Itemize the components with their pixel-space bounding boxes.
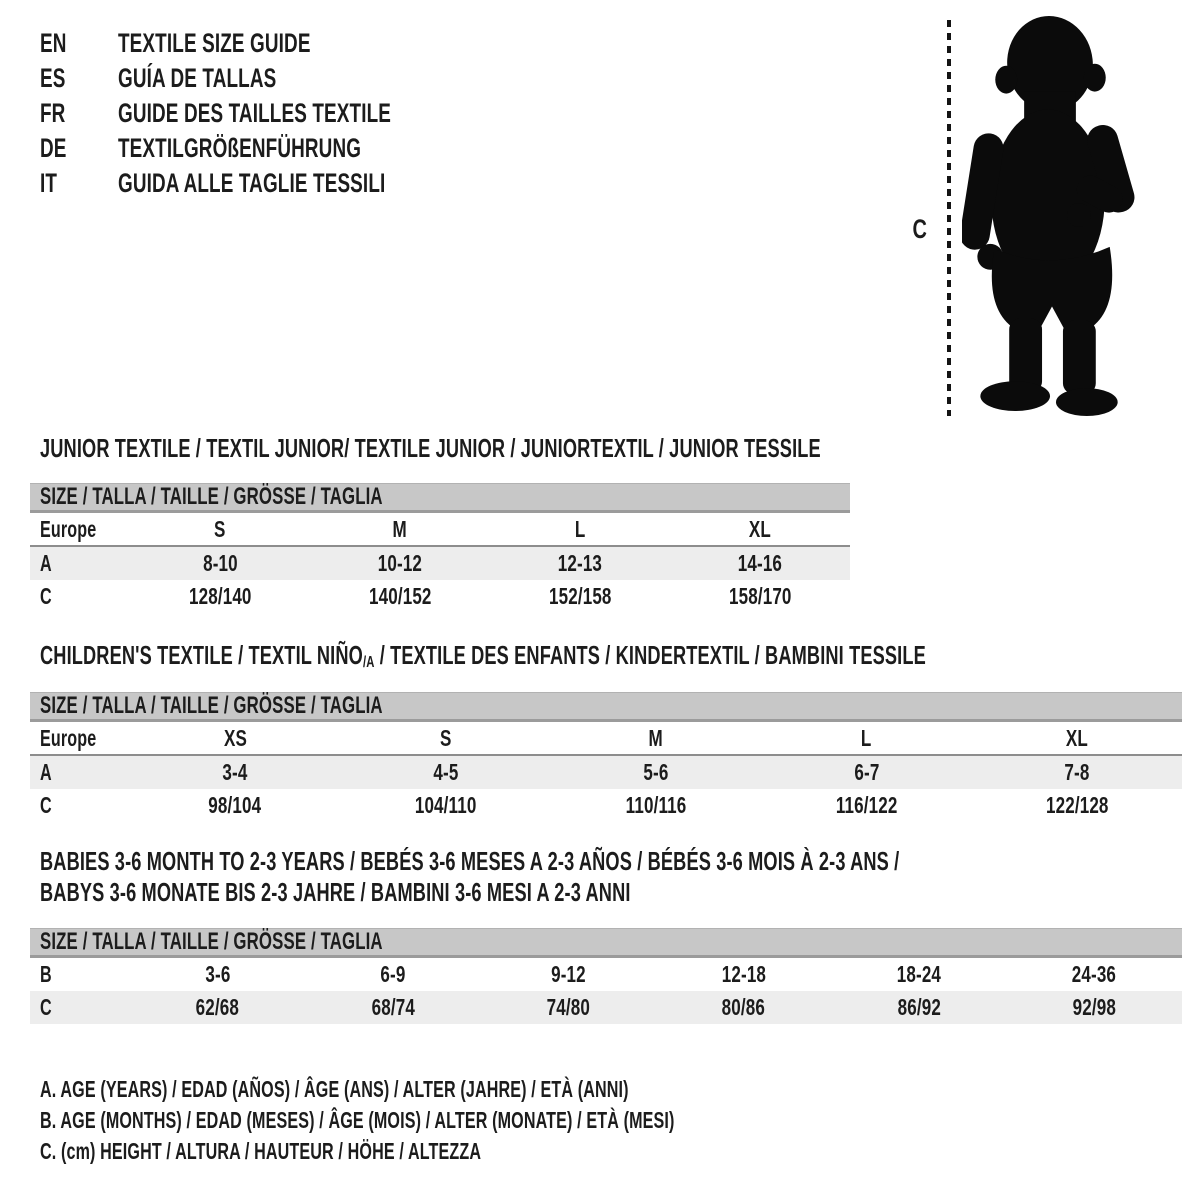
table-cell	[670, 550, 850, 577]
row-label	[30, 792, 130, 819]
lang-code	[40, 63, 118, 94]
row-label-text: A	[40, 759, 52, 785]
cell-text: 158/170	[728, 583, 792, 609]
lang-title-text: GUIDA ALLE TAGLIE TESSILI	[118, 168, 386, 198]
table-row-height	[30, 580, 850, 613]
size-header-text: SIZE / TALLA / TAILLE / GRÖSSE / TAGLIA	[40, 928, 383, 955]
legend-line-text: B. AGE (MONTHS) / EDAD (MESES) / ÂGE (MOIS) / ALTER (MONATE) / ETÀ (MESI)	[40, 1107, 675, 1133]
table-cell	[1007, 961, 1182, 988]
cell-text: 9-12	[550, 961, 586, 987]
legend-line-c	[40, 1136, 946, 1167]
cell-text: 122/128	[1045, 792, 1109, 818]
junior-size-table	[30, 483, 850, 613]
cell-text: 68/74	[371, 994, 415, 1020]
lang-row-fr	[40, 96, 508, 131]
table-cell	[310, 583, 490, 610]
table-cell	[490, 583, 670, 610]
legend-line-b	[40, 1105, 946, 1136]
table-cell	[551, 725, 761, 752]
lang-row-en	[40, 26, 508, 61]
cell-text: 128/140	[188, 583, 252, 609]
table-cell	[972, 759, 1182, 786]
lang-code-text: IT	[40, 168, 58, 198]
cell-text: 86/92	[897, 994, 941, 1020]
children-title-prefix: CHILDREN'S TEXTILE / TEXTIL NIÑO	[40, 640, 363, 670]
size-header-text: SIZE / TALLA / TAILLE / GRÖSSE / TAGLIA	[40, 692, 383, 719]
table-cell	[130, 792, 340, 819]
cell-text: 98/104	[208, 792, 262, 818]
table-cell	[481, 961, 656, 988]
cell-text: 5-6	[643, 759, 669, 785]
babies-size-table	[30, 928, 1182, 1024]
row-label	[30, 550, 130, 577]
cell-text: 62/68	[195, 994, 240, 1020]
cell-text: 116/122	[835, 792, 898, 818]
table-row-age	[30, 547, 850, 580]
table-cell	[481, 994, 656, 1021]
measurement-legend	[40, 1074, 946, 1167]
size-header-bar	[30, 928, 1182, 958]
cell-text: L	[861, 724, 872, 751]
height-measure-label	[902, 214, 938, 244]
lang-row-it	[40, 166, 508, 201]
baby-silhouette-image	[962, 12, 1142, 420]
cell-text: 8-10	[202, 550, 238, 576]
height-measure-label-text: C	[912, 213, 928, 244]
table-cell	[490, 516, 670, 543]
cell-text: 110/116	[625, 792, 687, 818]
table-cell	[972, 792, 1182, 819]
lang-code-text: EN	[40, 28, 67, 58]
babies-title-line2-text: BABYS 3-6 MONATE BIS 2-3 JAHRE / BAMBINI 3-6 MESI A 2-3 ANNI	[40, 877, 631, 907]
lang-code	[40, 168, 118, 199]
row-label	[30, 516, 130, 543]
table-row-height	[30, 789, 1182, 822]
cell-text: 7-8	[1064, 759, 1090, 785]
table-row-age	[30, 756, 1182, 789]
row-label-text: A	[40, 550, 52, 576]
table-row-europe	[30, 722, 1182, 756]
lang-title-text: GUIDE DES TAILLES TEXTILE	[118, 98, 392, 128]
cell-text: 3-4	[222, 759, 248, 785]
cell-text: 14-16	[737, 550, 783, 576]
table-cell	[130, 550, 310, 577]
legend-line-text: C. (cm) HEIGHT / ALTURA / HAUTEUR / HÖHE / ALTEZZA	[40, 1138, 482, 1164]
junior-section-title	[40, 433, 1155, 464]
table-cell	[340, 759, 550, 786]
table-cell	[310, 550, 490, 577]
lang-title-text: TEXTILGRÖßENFÜHRUNG	[118, 133, 362, 163]
table-cell	[761, 759, 971, 786]
table-cell	[305, 994, 480, 1021]
lang-title-text: TEXTILE SIZE GUIDE	[118, 28, 311, 58]
row-label-text: C	[40, 994, 52, 1020]
cell-text: M	[648, 724, 664, 751]
children-section-title	[40, 640, 1200, 671]
lang-code-text: DE	[40, 133, 67, 163]
table-cell	[670, 583, 850, 610]
cell-text: 18-24	[896, 961, 942, 987]
table-cell	[130, 516, 310, 543]
babies-title-line2	[40, 877, 1200, 908]
lang-code-text: FR	[40, 98, 66, 128]
table-cell	[761, 725, 971, 752]
legend-line-text: A. AGE (YEARS) / EDAD (AÑOS) / ÂGE (ANS) / ALTER (JAHRE) / ETÀ (ANNI)	[40, 1076, 629, 1102]
height-measure-dashed-line	[947, 20, 951, 416]
table-cell	[310, 516, 490, 543]
junior-section-title-text: JUNIOR TEXTILE / TEXTIL JUNIOR/ TEXTILE JUNIOR / JUNIORTEXTIL / JUNIOR TESSILE	[40, 433, 821, 463]
lang-row-es	[40, 61, 508, 96]
row-label	[30, 759, 130, 786]
table-cell	[551, 759, 761, 786]
cell-text: 12-18	[721, 961, 766, 987]
row-label-text: C	[40, 583, 52, 609]
cell-text: L	[574, 515, 586, 542]
lang-code	[40, 98, 118, 129]
row-label-text: Europe	[40, 724, 97, 751]
cell-text: XL	[748, 515, 772, 542]
lang-title-text: GUÍA DE TALLAS	[118, 63, 277, 93]
table-cell	[670, 516, 850, 543]
table-cell	[761, 792, 971, 819]
table-row-height	[30, 991, 1182, 1024]
cell-text: 12-13	[557, 550, 603, 576]
table-cell	[130, 961, 305, 988]
cell-text: 80/86	[721, 994, 766, 1020]
table-cell	[340, 725, 550, 752]
table-cell	[340, 792, 550, 819]
table-cell	[551, 792, 761, 819]
row-label	[30, 994, 130, 1021]
size-header-text: SIZE / TALLA / TAILLE / GRÖSSE / TAGLIA	[40, 483, 383, 510]
babies-title-line1-text: BABIES 3-6 MONTH TO 2-3 YEARS / BEBÉS 3-6 MESES A 2-3 AÑOS / BÉBÉS 3-6 MOIS À 2-3 ANS /	[40, 846, 900, 876]
table-cell	[656, 961, 831, 988]
table-cell	[130, 759, 340, 786]
size-header-bar	[30, 692, 1182, 722]
table-cell	[305, 961, 480, 988]
row-label	[30, 725, 130, 752]
lang-code-text: ES	[40, 63, 66, 93]
cell-text: 140/152	[368, 583, 432, 609]
row-label	[30, 961, 130, 988]
language-title-list	[40, 26, 508, 201]
row-label-text: Europe	[40, 515, 97, 542]
cell-text: 74/80	[546, 994, 590, 1020]
table-cell	[130, 725, 340, 752]
cell-text: M	[392, 515, 408, 542]
cell-text: 4-5	[433, 759, 459, 785]
cell-text: 6-9	[380, 961, 406, 987]
lang-row-de	[40, 131, 508, 166]
table-cell	[490, 550, 670, 577]
children-size-table	[30, 692, 1182, 822]
row-label	[30, 583, 130, 610]
table-cell	[656, 994, 831, 1021]
table-cell	[831, 961, 1006, 988]
cell-text: 24-36	[1072, 961, 1117, 987]
table-cell	[1007, 994, 1182, 1021]
cell-text: 152/158	[548, 583, 612, 609]
cell-text: 10-12	[377, 550, 423, 576]
table-cell	[130, 994, 305, 1021]
table-cell	[130, 583, 310, 610]
babies-title-line1	[40, 846, 1200, 877]
cell-text: 6-7	[853, 759, 879, 785]
table-row-europe	[30, 513, 850, 547]
children-title-subscript: /A	[362, 652, 375, 671]
cell-text: S	[439, 724, 452, 751]
cell-text: S	[214, 515, 226, 542]
cell-text: 3-6	[205, 961, 231, 987]
row-label-text: B	[40, 961, 52, 987]
cell-text: 104/110	[414, 792, 477, 818]
babies-section-title	[40, 846, 1200, 908]
cell-text: XL	[1065, 724, 1088, 751]
row-label-text: C	[40, 792, 52, 818]
lang-code	[40, 28, 118, 59]
legend-line-a	[40, 1074, 946, 1105]
table-cell	[972, 725, 1182, 752]
table-cell	[831, 994, 1006, 1021]
children-title-suffix: / TEXTILE DES ENFANTS / KINDERTEXTIL / BAMBINI TESSILE	[374, 640, 926, 670]
lang-code	[40, 133, 118, 164]
children-section-title-text	[40, 640, 926, 671]
size-header-bar	[30, 483, 850, 513]
table-row-months	[30, 958, 1182, 991]
cell-text: 92/98	[1072, 994, 1116, 1020]
cell-text: XS	[223, 724, 247, 751]
